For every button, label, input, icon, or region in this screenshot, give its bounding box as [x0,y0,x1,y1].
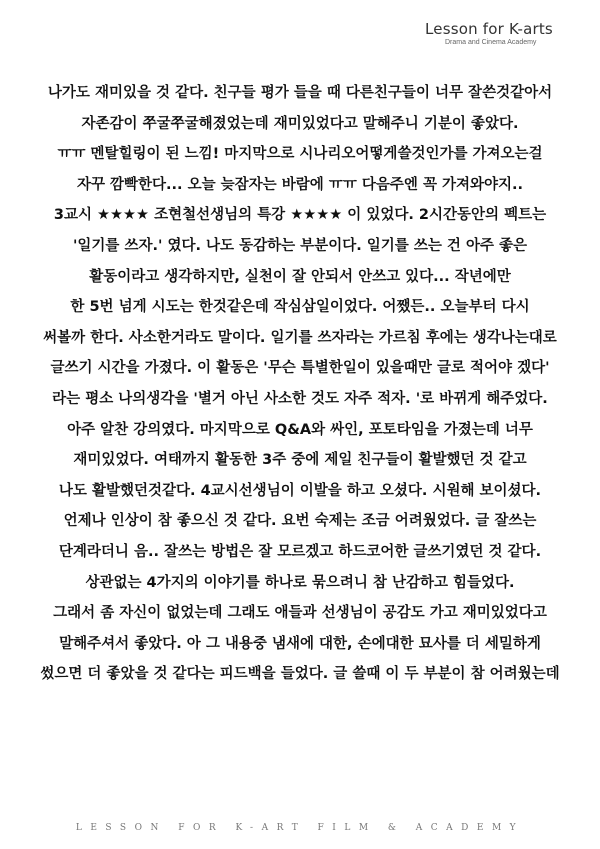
text-line: 활동이라고 생각하지만, 실천이 잘 안되서 안쓰고 있다... 작년에만 [89,268,511,285]
text-line: ㅠㅠ 멘탈힐링이 된 느낌! 마지막으로 시나리오어떻게쓸것인가를 가져오는걸 [57,146,543,163]
text-line: 자꾸 깜빡한다... 오늘 늦잠자는 바람에 ㅠㅠ 다음주엔 꼭 가져와야지.. [76,176,524,193]
text-line: 나도 활발했던것같다. 4교시선생님이 이발을 하고 오셨다. 시원해 보이셨다. [58,482,542,499]
text-line: 썼으면 더 좋았을 것 같다는 피드백을 들었다. 글 쓸때 이 두 부분이 참 어려웠는데 [40,666,560,683]
text-line: 단계라더니 음.. 잘쓰는 방법은 잘 모르겠고 하드코어한 글쓰기였던 것 같다. [58,543,542,560]
text-line: 글쓰기 시간을 가졌다. 이 활동은 '무슨 특별한일이 있을때만 글로 적어야 겠다' [50,360,550,377]
text-line: 자존감이 쭈굴쭈굴해졌었는데 재미있었다고 말해주니 기분이 좋았다. [81,115,519,132]
text-line: 상관없는 4가지의 이야기를 하나로 묶으려니 참 난감하고 힘들었다. [85,574,515,591]
footer-text: LESSON FOR K-ART FILM & ACADEMY [75,823,525,833]
text-line: 3교시 ★★★★ 조현철선생님의 특강 ★★★★ 이 있었다. 2시간동안의 펙트는 [53,207,547,224]
text-line: '일기를 쓰자.' 였다. 나도 동감하는 부분이다. 일기를 쓰는 건 아주 좋은 [72,237,528,254]
text-line: 말해주셔서 좋았다. 아 그 내용중 냄새에 대한, 손에대한 묘사를 더 세밀하게 [59,635,541,652]
text-line: 나가도 재미있을 것 같다. 친구들 평가 들을 때 다른친구들이 너무 잘쓴것같아서 [47,85,553,101]
text-line: 한 5번 넘게 시도는 한것같은데 작심삼일이었다. 어쨌든.. 오늘부터 다시 [70,299,530,316]
text-line: 써볼까 한다. 사소한거라도 말이다. 일기를 쓰자라는 가르침 후에는 생각나는대로 [43,329,557,346]
brand-logo [425,20,575,46]
text-line: 그래서 좀 자신이 없었는데 그래도 애들과 선생님이 공감도 가고 재미있었다고 [53,605,547,622]
text-line: 재미있었다. 여태까지 활동한 3주 중에 제일 친구들이 활발했던 것 같고 [73,452,527,469]
text-line: 아주 알찬 강의였다. 마지막으로 Q&A와 싸인, 포토타임을 가졌는데 너무 [67,421,533,438]
diary-text [0,78,600,690]
brand-title: Lesson for K-arts [425,20,553,38]
text-line: 언제나 인상이 참 좋으신 것 같다. 요번 숙제는 조금 어려웠었다. 글 잘쓰는 [63,513,537,530]
brand-subtitle: Drama and Cinema Academy [445,39,537,46]
text-line: 라는 평소 나의생각을 '별거 아닌 사소한 것도 자주 적자. '로 바뀌게 해주었다. [52,390,548,407]
